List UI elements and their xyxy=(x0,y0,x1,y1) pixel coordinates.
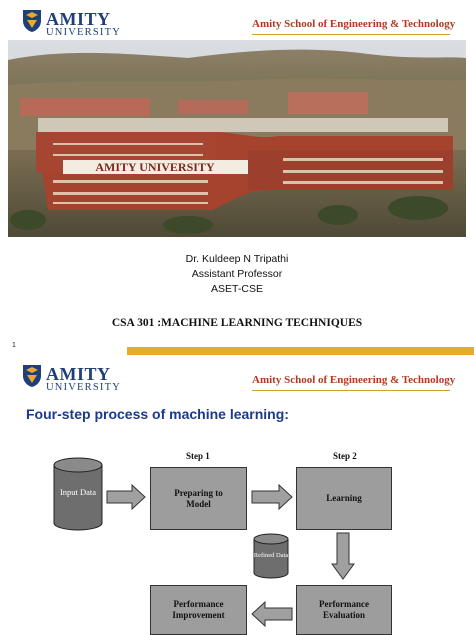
performance-improvement-box xyxy=(150,585,247,635)
arrow-right-icon xyxy=(251,484,293,510)
slide-2 xyxy=(0,356,474,632)
amity-shield-icon xyxy=(22,9,42,33)
amity-logo-sub: UNIVERSITY xyxy=(46,27,121,38)
arrow-down-icon xyxy=(331,532,355,580)
performance-evaluation-box xyxy=(296,585,392,635)
performance-evaluation-label: Performance Evaluation xyxy=(319,599,369,620)
refined-data-label: Refined Data xyxy=(253,552,289,559)
input-data-label: Input Data xyxy=(59,487,97,497)
school-name: Amity School of Engineering & Technology xyxy=(252,18,456,30)
learning-box xyxy=(296,467,392,530)
amity-logo-sub: UNIVERSITY xyxy=(46,382,121,393)
header-rule xyxy=(252,34,450,35)
amity-logo-name: AMITY xyxy=(46,364,111,384)
presenter-dept: ASET-CSE xyxy=(211,283,263,295)
step-1-label: Step 1 xyxy=(186,451,210,461)
process-diagram xyxy=(0,356,474,632)
course-title: CSA 301 :MACHINE LEARNING TECHNIQUES xyxy=(111,317,363,329)
school-name: Amity School of Engineering & Technology xyxy=(252,374,456,386)
footer-gold-bar xyxy=(127,347,474,355)
amity-logo-name: AMITY xyxy=(46,9,111,29)
presenter-role: Assistant Professor xyxy=(191,268,283,280)
preparing-to-model-label: Preparing to Model xyxy=(174,487,223,509)
preparing-to-model-box xyxy=(150,467,247,530)
step-2-label: Step 2 xyxy=(333,451,357,461)
presenter-name: Dr. Kuldeep N Tripathi xyxy=(185,253,289,265)
learning-label: Learning xyxy=(326,493,362,503)
arrow-right-icon xyxy=(106,484,146,510)
campus-photo xyxy=(8,40,466,237)
page-number: 1 xyxy=(12,342,16,349)
campus-sign-text: AMITY UNIVERSITY xyxy=(95,160,215,174)
performance-improvement-label: Performance Improvement xyxy=(172,599,225,620)
slide-title: Four-step process of machine learning: xyxy=(26,406,289,422)
arrow-left-icon xyxy=(251,601,293,627)
